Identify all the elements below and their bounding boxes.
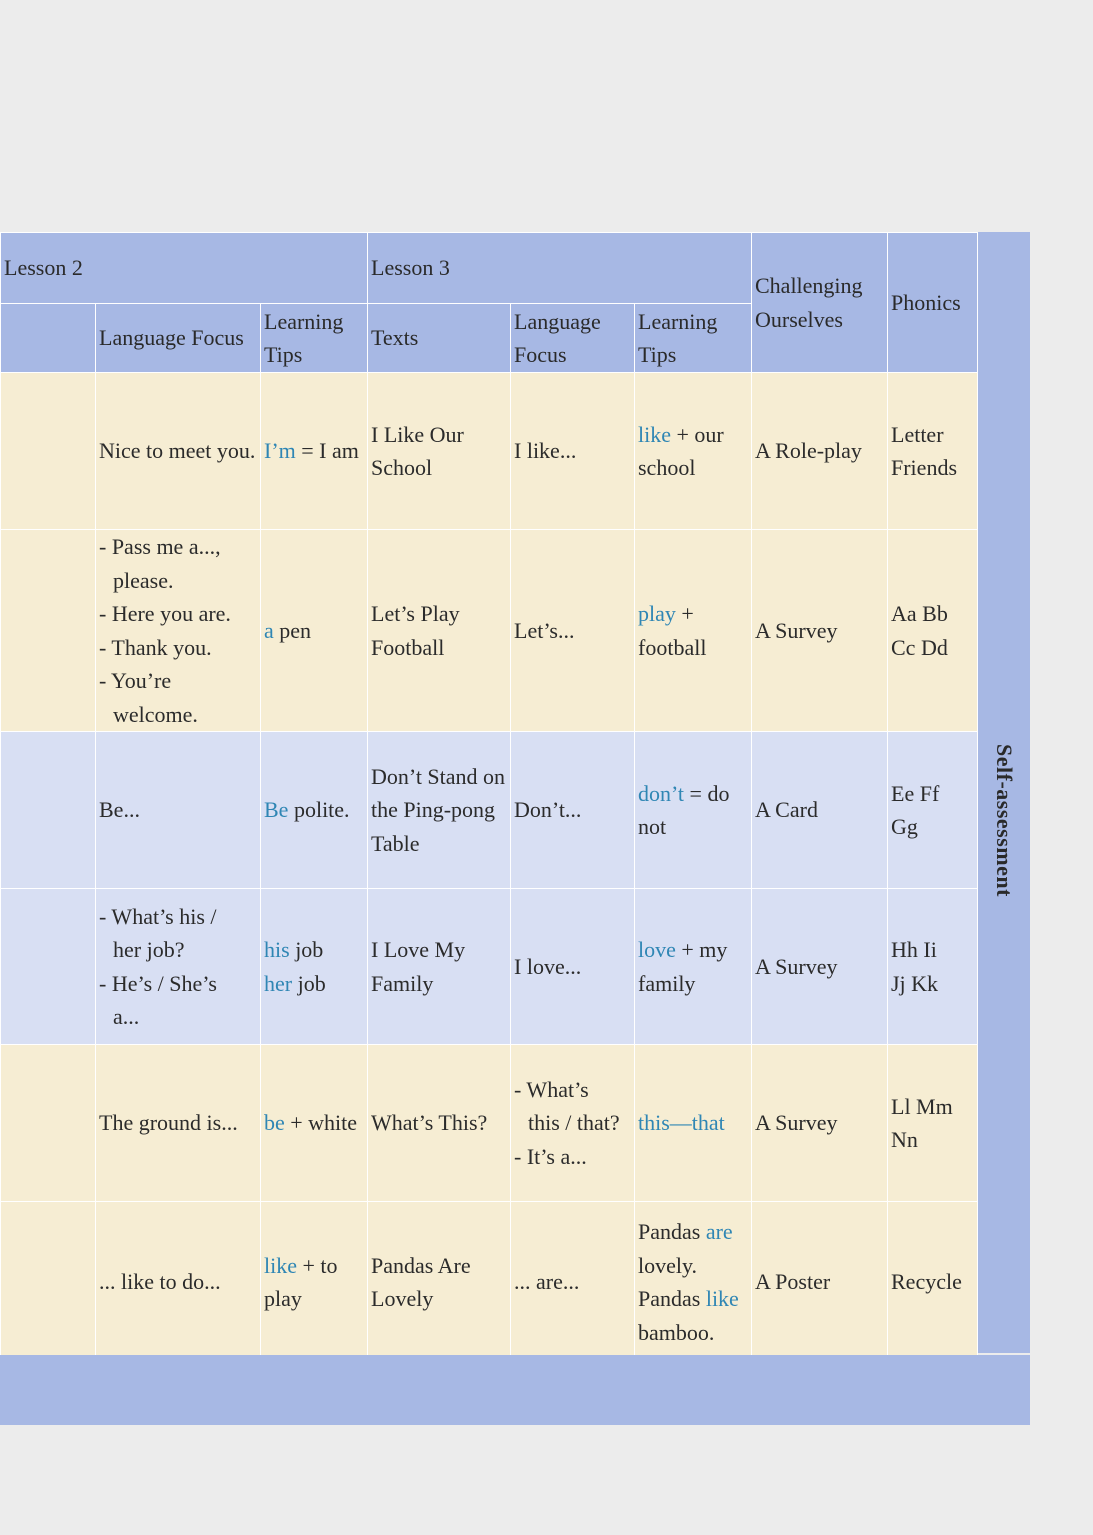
l3-texts-header: Texts bbox=[368, 304, 511, 373]
tip-highlight: play bbox=[638, 601, 676, 626]
phonics-line: Ll Mm bbox=[891, 1093, 953, 1119]
curriculum-table bbox=[0, 232, 978, 1363]
l3-language-focus-header: Language Focus bbox=[511, 304, 635, 373]
phonics-line: Aa Bb bbox=[891, 601, 948, 626]
l2-blank-cell bbox=[1, 530, 96, 732]
tip-rest: polite. bbox=[288, 797, 350, 823]
tip-rest: + my family bbox=[638, 937, 728, 996]
l3-tip-cell bbox=[635, 1202, 752, 1363]
text-title-cell: Don’t Stand on the Ping-pong Table bbox=[368, 732, 511, 889]
l2-tip-cell bbox=[261, 732, 368, 889]
self-assessment-column bbox=[977, 232, 1030, 1353]
tip-rest: + white bbox=[284, 1110, 358, 1136]
l2-blank-cell bbox=[1, 889, 96, 1045]
table-row bbox=[1, 1202, 978, 1363]
l3-focus-cell: I like... bbox=[511, 373, 635, 530]
l2-tip-cell bbox=[261, 530, 368, 732]
table-row bbox=[1, 889, 978, 1045]
text-title-cell: I Like Our School bbox=[368, 373, 511, 530]
l2-tip-cell bbox=[261, 889, 368, 1045]
focus-line: please. bbox=[113, 567, 174, 593]
l2-learning-tips-header: Learning Tips bbox=[261, 304, 368, 373]
table-row bbox=[1, 732, 978, 889]
phonics-line: Nn bbox=[891, 1127, 918, 1152]
l2-blank-cell bbox=[1, 1202, 96, 1363]
tip-rest: = do not bbox=[638, 780, 730, 839]
tip-rest: + our school bbox=[638, 421, 724, 480]
phonics-cell: Letter Friends bbox=[888, 373, 978, 530]
l3-tip-cell bbox=[635, 1045, 752, 1202]
l2-blank-header bbox=[1, 304, 96, 373]
phonics-line: Gg bbox=[891, 814, 918, 839]
tip-rest: + to play bbox=[264, 1252, 338, 1311]
phonics-line: Jj Kk bbox=[891, 970, 939, 996]
table-row bbox=[1, 1045, 978, 1202]
challenge-cell: A Survey bbox=[752, 530, 888, 732]
focus-line: her job? bbox=[113, 937, 185, 962]
l2-tip-cell bbox=[261, 1045, 368, 1202]
phonics-line: Cc Dd bbox=[891, 634, 948, 660]
tip-highlight: like bbox=[638, 421, 671, 447]
l3-learning-tips-header: Learning Tips bbox=[635, 304, 752, 373]
challenge-cell: A Poster bbox=[752, 1202, 888, 1363]
tip-highlight: like bbox=[705, 1286, 739, 1311]
l3-tip-cell bbox=[635, 530, 752, 732]
tip-separator: — bbox=[669, 1110, 692, 1136]
tip-highlight: like bbox=[264, 1252, 297, 1278]
l2-focus-cell: Be... bbox=[96, 732, 261, 889]
phonics-cell bbox=[888, 1045, 978, 1202]
l2-blank-cell bbox=[1, 373, 96, 530]
l2-focus-cell: ... like to do... bbox=[96, 1202, 261, 1363]
focus-line: - What’s bbox=[514, 1076, 589, 1102]
l3-tip-cell bbox=[635, 732, 752, 889]
tip-highlight: Be bbox=[264, 797, 289, 823]
tip-rest: Pandas bbox=[638, 1219, 706, 1244]
focus-line: - Thank you. bbox=[99, 634, 212, 660]
tip-rest: + football bbox=[638, 601, 707, 660]
table-row bbox=[1, 530, 978, 732]
text-title-cell: Let’s Play Football bbox=[368, 530, 511, 732]
focus-line: - Pass me a..., bbox=[99, 534, 221, 559]
phonics-header: Phonics bbox=[888, 233, 978, 373]
tip-highlight: are bbox=[705, 1219, 733, 1244]
focus-line: - It’s a... bbox=[514, 1143, 587, 1169]
l2-focus-cell: Nice to meet you. bbox=[96, 373, 261, 530]
l2-blank-cell bbox=[1, 732, 96, 889]
phonics-cell bbox=[888, 732, 978, 889]
l2-focus-cell bbox=[96, 889, 261, 1045]
challenge-cell: A Role-play bbox=[752, 373, 888, 530]
text-title-cell: I Love My Family bbox=[368, 889, 511, 1045]
challenge-cell: A Survey bbox=[752, 1045, 888, 1202]
tip-rest: job bbox=[289, 937, 324, 962]
tip-highlight: that bbox=[691, 1110, 725, 1136]
challenging-header: Challenging Ourselves bbox=[752, 233, 888, 373]
tip-line bbox=[264, 967, 364, 1001]
l3-focus-cell bbox=[511, 1045, 635, 1202]
footer-band bbox=[0, 1355, 1030, 1425]
l2-tip-cell bbox=[261, 1202, 368, 1363]
focus-line: - You’re bbox=[99, 668, 172, 693]
l2-language-focus-header: Language Focus bbox=[96, 304, 261, 373]
self-assessment-label: Self-assessment bbox=[992, 744, 1017, 897]
l3-focus-cell: ... are... bbox=[511, 1202, 635, 1363]
tip-highlight: don’t bbox=[638, 780, 685, 806]
phonics-cell: Recycle bbox=[888, 1202, 978, 1363]
tip-highlight: her bbox=[264, 970, 293, 996]
challenge-cell: A Card bbox=[752, 732, 888, 889]
text-title-cell: What’s This? bbox=[368, 1045, 511, 1202]
l3-tip-cell bbox=[635, 373, 752, 530]
l3-focus-cell: I love... bbox=[511, 889, 635, 1045]
curriculum-page bbox=[0, 232, 1030, 1425]
lesson3-header: Lesson 3 bbox=[368, 233, 752, 304]
focus-line: welcome. bbox=[113, 701, 198, 727]
table-row bbox=[1, 373, 978, 530]
focus-line: - Here you are. bbox=[99, 601, 231, 626]
tip-highlight: I’m bbox=[264, 438, 296, 464]
tip-rest: pen bbox=[273, 617, 312, 643]
l3-focus-cell: Let’s... bbox=[511, 530, 635, 732]
l2-focus-cell bbox=[96, 530, 261, 732]
phonics-line: Ee Ff bbox=[891, 780, 940, 806]
focus-line: - He’s / She’s bbox=[99, 970, 217, 996]
tip-highlight: love bbox=[638, 937, 676, 962]
l2-tip-cell bbox=[261, 373, 368, 530]
phonics-line: Hh Ii bbox=[891, 937, 937, 962]
tip-line bbox=[264, 933, 364, 967]
focus-line: - What’s his / bbox=[99, 903, 217, 929]
phonics-cell bbox=[888, 889, 978, 1045]
tip-highlight: be bbox=[264, 1110, 285, 1136]
header-row-1 bbox=[1, 233, 978, 304]
tip-rest: bamboo. bbox=[638, 1319, 715, 1345]
challenge-cell: A Survey bbox=[752, 889, 888, 1045]
tip-highlight: a bbox=[264, 617, 274, 643]
tip-rest: job bbox=[292, 970, 326, 996]
l3-focus-cell: Don’t... bbox=[511, 732, 635, 889]
tip-rest: lovely. Pandas bbox=[638, 1252, 706, 1311]
l3-tip-cell bbox=[635, 889, 752, 1045]
phonics-cell bbox=[888, 530, 978, 732]
tip-highlight: this bbox=[638, 1110, 670, 1136]
l2-blank-cell bbox=[1, 1045, 96, 1202]
tip-highlight: his bbox=[264, 937, 290, 962]
focus-line: a... bbox=[113, 1004, 140, 1029]
tip-rest: = I am bbox=[295, 438, 359, 464]
l2-focus-cell: The ground is... bbox=[96, 1045, 261, 1202]
lesson2-header: Lesson 2 bbox=[1, 233, 368, 304]
text-title-cell: Pandas Are Lovely bbox=[368, 1202, 511, 1363]
focus-line: this / that? bbox=[528, 1110, 620, 1136]
